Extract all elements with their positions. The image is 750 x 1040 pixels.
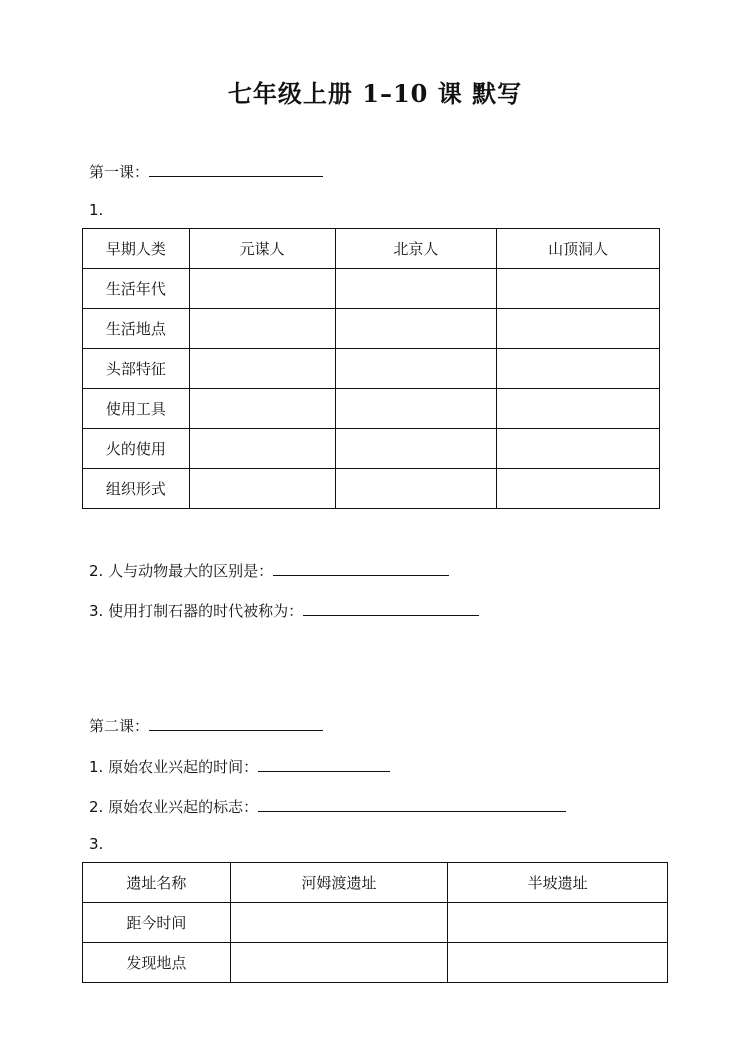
early-humans-row-label: 生活年代 xyxy=(83,269,190,309)
early-humans-header-row xyxy=(83,229,660,269)
early-humans-answer-cell[interactable] xyxy=(497,389,660,429)
lesson2-q2-line xyxy=(89,795,566,817)
early-humans-header-cell: 早期人类 xyxy=(83,229,190,269)
sites-header-cell: 河姆渡遗址 xyxy=(230,863,448,903)
lesson2-q2-blank[interactable] xyxy=(258,795,566,812)
early-humans-answer-cell[interactable] xyxy=(497,349,660,389)
early-humans-row xyxy=(83,389,660,429)
lesson1-q2-text: 2. 人与动物最大的区别是： xyxy=(89,562,274,580)
lesson2-q1-blank[interactable] xyxy=(258,755,390,772)
sites-header-cell: 遗址名称 xyxy=(83,863,231,903)
early-humans-answer-cell[interactable] xyxy=(335,389,497,429)
early-humans-row xyxy=(83,309,660,349)
early-humans-row-label: 头部特征 xyxy=(83,349,190,389)
early-humans-row xyxy=(83,349,660,389)
early-humans-answer-cell[interactable] xyxy=(189,269,335,309)
sites-header-row xyxy=(83,863,668,903)
early-humans-answer-cell[interactable] xyxy=(335,429,497,469)
early-humans-answer-cell[interactable] xyxy=(335,349,497,389)
early-humans-answer-cell[interactable] xyxy=(189,429,335,469)
early-humans-row-label: 火的使用 xyxy=(83,429,190,469)
early-humans-answer-cell[interactable] xyxy=(497,429,660,469)
sites-answer-cell[interactable] xyxy=(448,903,668,943)
early-humans-row-label: 组织形式 xyxy=(83,469,190,509)
lesson1-q2-blank[interactable] xyxy=(273,559,449,576)
early-humans-row-label: 生活地点 xyxy=(83,309,190,349)
early-humans-answer-cell[interactable] xyxy=(497,309,660,349)
lesson1-heading: 第一课： xyxy=(89,163,150,181)
sites-answer-cell[interactable] xyxy=(448,943,668,983)
early-humans-row xyxy=(83,469,660,509)
sites-answer-cell[interactable] xyxy=(230,903,448,943)
early-humans-row xyxy=(83,429,660,469)
sites-row xyxy=(83,943,668,983)
sites-row-label: 发现地点 xyxy=(83,943,231,983)
early-humans-header-cell: 元谋人 xyxy=(189,229,335,269)
lesson1-q3-line xyxy=(89,599,479,621)
lesson2-title-blank[interactable] xyxy=(149,714,323,731)
early-humans-table xyxy=(82,228,660,509)
lesson1-q3-text: 3. 使用打制石器的时代被称为： xyxy=(89,602,304,620)
lesson2-q2-text: 2. 原始农业兴起的标志： xyxy=(89,798,259,816)
lesson1-q3-blank[interactable] xyxy=(303,599,479,616)
lesson2-q1-text: 1. 原始农业兴起的时间： xyxy=(89,758,259,776)
early-humans-answer-cell[interactable] xyxy=(335,309,497,349)
early-humans-answer-cell[interactable] xyxy=(189,349,335,389)
lesson2-heading: 第二课： xyxy=(89,717,150,735)
early-humans-answer-cell[interactable] xyxy=(189,389,335,429)
early-humans-answer-cell[interactable] xyxy=(497,269,660,309)
early-humans-header-cell: 山顶洞人 xyxy=(497,229,660,269)
early-humans-row xyxy=(83,269,660,309)
neolithic-sites-table xyxy=(82,862,668,983)
lesson2-q1-line xyxy=(89,755,390,777)
page-title: 七年级上册 1–10 课 默写 xyxy=(227,79,523,108)
sites-row xyxy=(83,903,668,943)
lesson2-q3-label: 3. xyxy=(89,835,104,853)
lesson1-q1-label: 1. xyxy=(89,201,104,219)
early-humans-answer-cell[interactable] xyxy=(335,469,497,509)
lesson1-q2-line xyxy=(89,559,449,581)
early-humans-answer-cell[interactable] xyxy=(189,309,335,349)
early-humans-answer-cell[interactable] xyxy=(189,469,335,509)
lesson1-heading-line xyxy=(89,160,323,182)
lesson1-title-blank[interactable] xyxy=(149,160,323,177)
sites-row-label: 距今时间 xyxy=(83,903,231,943)
early-humans-header-cell: 北京人 xyxy=(335,229,497,269)
sites-header-cell: 半坡遗址 xyxy=(448,863,668,903)
lesson2-heading-line xyxy=(89,714,323,736)
early-humans-answer-cell[interactable] xyxy=(497,469,660,509)
early-humans-row-label: 使用工具 xyxy=(83,389,190,429)
early-humans-answer-cell[interactable] xyxy=(335,269,497,309)
sites-answer-cell[interactable] xyxy=(230,943,448,983)
